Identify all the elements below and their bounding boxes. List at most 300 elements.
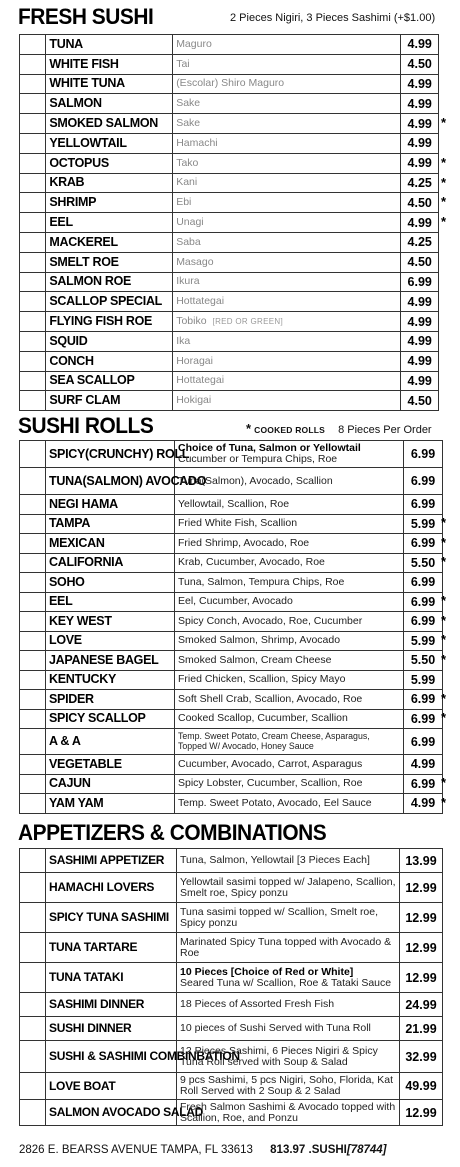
menu-row [20, 514, 443, 534]
item-name: WHITE FISH [46, 54, 173, 74]
menu-row [20, 670, 443, 690]
menu-row [20, 74, 439, 94]
row-marker-cell [20, 849, 46, 873]
row-marker-cell [20, 534, 46, 554]
item-price: 4.99 [401, 133, 439, 153]
row-marker-cell [20, 114, 46, 134]
item-price: 6.99 [404, 534, 443, 554]
item-description-text: Krab, Cucumber, Avocado, Roe [178, 556, 325, 569]
item-price: 4.99 [401, 331, 439, 351]
item-price: 5.99 [404, 631, 443, 651]
item-description-text: Eel, Cucumber, Avocado [178, 595, 293, 608]
fresh-sushi-title: FRESH SUSHI [18, 4, 154, 29]
menu-row [20, 232, 439, 252]
item-description-text: Cucumber or Tempura Chips, Roe [178, 453, 338, 465]
item-name: TAMPA [46, 514, 175, 534]
item-price: 4.50 [401, 54, 439, 74]
item-japanese-name: Kani [176, 176, 198, 189]
item-color-note: [RED OR GREEN] [212, 317, 283, 327]
item-description-text: Cucumber, Avocado, Carrot, Asparagus [178, 757, 363, 770]
item-japanese-name: Horagai [176, 354, 213, 367]
row-marker-cell [20, 993, 46, 1017]
menu-row [20, 153, 439, 173]
footer [19, 1144, 387, 1156]
item-name: SQUID [46, 331, 173, 351]
item-description-text: Fresh Salmon Sashimi & Avocado topped with Scallion, Roe, and Ponzu [180, 1100, 396, 1124]
item-price: 6.99 [404, 774, 443, 794]
item-price: 5.50 [404, 651, 443, 671]
row-marker-cell [20, 54, 46, 74]
row-marker-cell [20, 351, 46, 371]
item-description-text: Spicy Conch, Avocado, Roe, Cucumber [178, 614, 363, 627]
item-description [175, 612, 404, 632]
item-description [173, 74, 401, 94]
item-description-text: Tuna, Salmon, Yellowtail [3 Pieces Each] [180, 854, 370, 866]
item-price: 5.99 [404, 514, 443, 534]
row-marker-cell [20, 690, 46, 710]
row-marker-cell [20, 391, 46, 411]
menu-row [20, 729, 443, 755]
item-price: 4.99 [401, 114, 439, 134]
item-description [177, 1100, 400, 1126]
cooked-star: * [441, 690, 447, 706]
row-marker-cell [20, 612, 46, 632]
menu-row [20, 1073, 443, 1100]
item-name: SURF CLAM [46, 391, 173, 411]
item-description [177, 1017, 400, 1041]
menu-row [20, 690, 443, 710]
item-name: YELLOWTAIL [46, 133, 173, 153]
item-price: 4.99 [401, 371, 439, 391]
footer-address: 2826 E. BEARSS AVENUE TAMPA, FL 33613 [19, 1144, 253, 1156]
row-marker-cell [20, 232, 46, 252]
row-marker-cell [20, 514, 46, 534]
item-japanese-name: Ika [176, 334, 191, 347]
row-marker-cell [20, 292, 46, 312]
menu-row [20, 54, 439, 74]
item-name: MACKEREL [46, 232, 173, 252]
item-japanese-name: Tai [176, 57, 190, 70]
item-description [173, 173, 401, 193]
menu-row [20, 468, 443, 495]
item-description [173, 94, 401, 114]
item-price: 12.99 [400, 963, 443, 993]
row-marker-cell [20, 755, 46, 775]
menu-row [20, 371, 439, 391]
item-name: SUSHI DINNER [46, 1017, 177, 1041]
menu-row [20, 873, 443, 903]
item-price: 12.99 [400, 1100, 443, 1126]
item-description-text: Tuna, Salmon, Tempura Chips, Roe [178, 575, 345, 588]
item-price: 4.99 [401, 312, 439, 332]
item-price: 6.99 [404, 729, 443, 755]
item-description-text: 18 Pieces of Assorted Fresh Fish [180, 998, 335, 1010]
item-description [177, 903, 400, 933]
item-price: 24.99 [400, 993, 443, 1017]
item-name: SMOKED SALMON [46, 114, 173, 134]
row-marker-cell [20, 553, 46, 573]
item-japanese-name: Masago [176, 255, 214, 268]
item-description [173, 312, 401, 332]
item-price: 4.99 [401, 74, 439, 94]
cooked-star: * [441, 115, 447, 131]
item-name: KRAB [46, 173, 173, 193]
item-name: EEL [46, 213, 173, 233]
menu-row [20, 272, 439, 292]
menu-row [20, 774, 443, 794]
menu-row [20, 35, 439, 55]
cooked-star: * [441, 534, 447, 550]
row-marker-cell [20, 1017, 46, 1041]
item-price: 32.99 [400, 1041, 443, 1073]
item-description [175, 534, 404, 554]
item-description [173, 252, 401, 272]
row-marker-cell [20, 873, 46, 903]
item-name: NEGI HAMA [46, 495, 175, 515]
footer-phone-alt: [78744] [346, 1144, 387, 1156]
item-name: SPICY TUNA SASHIMI [46, 903, 177, 933]
row-marker-cell [20, 963, 46, 993]
item-price: 4.25 [401, 173, 439, 193]
item-price: 4.99 [401, 213, 439, 233]
menu-row [20, 903, 443, 933]
item-price: 4.99 [401, 94, 439, 114]
item-description [173, 193, 401, 213]
row-marker-cell [20, 1041, 46, 1073]
item-description-text: Fried Chicken, Scallion, Spicy Mayo [178, 673, 346, 686]
menu-row [20, 612, 443, 632]
menu-row [20, 391, 439, 411]
menu-row [20, 213, 439, 233]
row-marker-cell [20, 592, 46, 612]
item-description-text: Smoked Salmon, Shrimp, Avocado [178, 634, 341, 647]
item-name: SCALLOP SPECIAL [46, 292, 173, 312]
appetizers-title: APPETIZERS & COMBINATIONS [18, 820, 327, 845]
item-description [173, 114, 401, 134]
row-marker-cell [20, 794, 46, 814]
cooked-star: * [441, 710, 447, 726]
row-marker-cell [20, 35, 46, 55]
item-name: SMELT ROE [46, 252, 173, 272]
item-name: HAMACHI LOVERS [46, 873, 177, 903]
item-description-text: Temp. Sweet Potato, Avocado, Eel Sauce [178, 796, 372, 809]
item-description-text: Seared Tuna w/ Scallion, Roe & Tataki Sauce [180, 976, 392, 989]
row-marker-cell [20, 573, 46, 593]
item-price: 6.99 [404, 441, 443, 468]
item-price: 12.99 [400, 873, 443, 903]
sushi-rolls-table [19, 440, 443, 814]
item-name: SPIDER [46, 690, 175, 710]
item-name: SPICY(CRUNCHY) ROLL [46, 441, 175, 468]
item-description-text: 12 Pieces Sashimi, 6 Pieces Nigiri & Spicy Tuna Roll served with Soup & Salad [180, 1044, 378, 1068]
item-name: SASHIMI DINNER [46, 993, 177, 1017]
item-description [173, 153, 401, 173]
item-description [173, 272, 401, 292]
menu-row [20, 94, 439, 114]
item-description [175, 709, 404, 729]
item-price: 13.99 [400, 849, 443, 873]
item-description [175, 755, 404, 775]
item-description [175, 514, 404, 534]
item-japanese-name: Hottategai [176, 374, 225, 387]
item-description-highlight: 10 Pieces [Choice of Red or White] [180, 965, 354, 978]
cooked-star: * [441, 515, 447, 531]
menu-row [20, 1041, 443, 1073]
item-price: 6.99 [404, 612, 443, 632]
item-price: 4.50 [401, 193, 439, 213]
menu-row [20, 114, 439, 134]
menu-row [20, 252, 439, 272]
menu-row [20, 651, 443, 671]
row-marker-cell [20, 272, 46, 292]
row-marker-cell [20, 94, 46, 114]
item-price: 6.99 [404, 592, 443, 612]
menu-row [20, 133, 439, 153]
item-description-text: Smoked Salmon, Cream Cheese [178, 653, 332, 666]
item-price: 4.99 [401, 351, 439, 371]
cooked-rolls-label: COOKED ROLLS [254, 425, 325, 435]
menu-row [20, 933, 443, 963]
cooked-star: * [441, 612, 447, 628]
item-japanese-name: Ikura [176, 275, 200, 288]
item-price: 4.50 [401, 252, 439, 272]
fresh-sushi-note: 2 Pieces Nigiri, 3 Pieces Sashimi (+$1.00) [230, 12, 436, 24]
item-description [175, 670, 404, 690]
item-description [177, 993, 400, 1017]
row-marker-cell [20, 252, 46, 272]
item-name: SOHO [46, 573, 175, 593]
menu-row [20, 534, 443, 554]
menu-row [20, 1017, 443, 1041]
row-marker-cell [20, 173, 46, 193]
menu-row [20, 993, 443, 1017]
item-description-text: Cooked Scallop, Cucumber, Scallion [178, 712, 348, 725]
row-marker-cell [20, 774, 46, 794]
item-japanese-name: Saba [176, 235, 201, 248]
item-description [175, 631, 404, 651]
item-name: SALMON AVOCADO SALAD [46, 1100, 177, 1126]
item-price: 5.50 [404, 553, 443, 573]
menu-row [20, 173, 439, 193]
item-description [173, 35, 401, 55]
item-description [173, 371, 401, 391]
item-japanese-name: Unagi [176, 216, 204, 229]
cooked-star: * [441, 651, 447, 667]
row-marker-cell [20, 651, 46, 671]
item-name: SUSHI & SASHIMI COMBINBATION [46, 1041, 177, 1073]
fresh-sushi-table [19, 34, 439, 411]
item-name: CAJUN [46, 774, 175, 794]
row-marker-cell [20, 495, 46, 515]
item-description-text: Yellowtail sasimi topped w/ Jalapeno, Scallion, Smelt roe, Spicy ponzu [180, 875, 396, 899]
item-name: TUNA TARTARE [46, 933, 177, 963]
item-description [173, 292, 401, 312]
item-price: 12.99 [400, 933, 443, 963]
row-marker-cell [20, 213, 46, 233]
row-marker-cell [20, 729, 46, 755]
menu-row [20, 573, 443, 593]
row-marker-cell [20, 441, 46, 468]
item-price: 49.99 [400, 1073, 443, 1100]
item-description-text: 10 pieces of Sushi Served with Tuna Roll [180, 1022, 371, 1034]
item-price: 4.99 [404, 755, 443, 775]
menu-row [20, 553, 443, 573]
item-name: LOVE [46, 631, 175, 651]
cooked-star-mark: * [246, 421, 252, 436]
item-name: TUNA(SALMON) AVOCADO [46, 468, 175, 495]
cooked-star: * [441, 794, 447, 810]
item-japanese-name: Hokigai [176, 394, 212, 407]
menu-row [20, 592, 443, 612]
item-name: SEA SCALLOP [46, 371, 173, 391]
item-description-highlight: Choice of Tuna, Salmon or Yellowtail [178, 442, 361, 454]
item-name: SALMON ROE [46, 272, 173, 292]
item-price: 6.99 [404, 495, 443, 515]
item-name: TUNA TATAKI [46, 963, 177, 993]
item-description-text: Yellowtail, Scallion, Roe [178, 497, 290, 510]
fresh-sushi-header [18, 4, 160, 30]
menu-row [20, 963, 443, 993]
item-price: 4.25 [401, 232, 439, 252]
item-name: SHRIMP [46, 193, 173, 213]
item-price: 4.50 [401, 391, 439, 411]
item-name: VEGETABLE [46, 755, 175, 775]
row-marker-cell [20, 903, 46, 933]
item-name: LOVE BOAT [46, 1073, 177, 1100]
item-description [175, 495, 404, 515]
item-name: FLYING FISH ROE [46, 312, 173, 332]
item-price: 6.99 [404, 468, 443, 495]
menu-row [20, 709, 443, 729]
row-marker-cell [20, 74, 46, 94]
item-price: 5.99 [404, 670, 443, 690]
item-description-text: Tuna sasimi topped w/ Scallion, Smelt roe, Spicy ponzu [180, 905, 379, 929]
item-description-text: Fried White Fish, Scallion [178, 517, 298, 530]
item-price: 6.99 [404, 573, 443, 593]
menu-row [20, 495, 443, 515]
item-description [175, 592, 404, 612]
item-description-text: Fried Shrimp, Avocado, Roe [178, 536, 310, 549]
cooked-star: * [441, 174, 447, 190]
item-name: KEY WEST [46, 612, 175, 632]
item-japanese-name: Tako [176, 156, 199, 169]
cooked-star: * [441, 154, 447, 170]
item-name: KENTUCKY [46, 670, 175, 690]
item-description [177, 1073, 400, 1100]
item-name: A & A [46, 729, 175, 755]
menu-row [20, 351, 439, 371]
item-description-text: Marinated Spicy Tuna topped with Avocado & Roe [180, 935, 392, 959]
item-price: 6.99 [404, 690, 443, 710]
item-name: OCTOPUS [46, 153, 173, 173]
cooked-star: * [441, 632, 447, 648]
item-price: 21.99 [400, 1017, 443, 1041]
item-japanese-name: (Escolar) Shiro Maguro [176, 77, 285, 90]
menu-row [20, 441, 443, 468]
row-marker-cell [20, 1073, 46, 1100]
item-price: 4.99 [401, 35, 439, 55]
item-description [173, 331, 401, 351]
item-description-text: Soft Shell Crab, Scallion, Avocado, Roe [178, 692, 363, 705]
item-description-text: Temp. Sweet Potato, Cream Cheese, Asparagus, Topped W/ Avocado, Honey Sauce [178, 731, 370, 751]
item-description-text: Spicy Lobster, Cucumber, Scallion, Roe [178, 777, 363, 790]
row-marker-cell [20, 312, 46, 332]
item-description [175, 690, 404, 710]
item-japanese-name: Hamachi [176, 136, 218, 149]
row-marker-cell [20, 331, 46, 351]
row-marker-cell [20, 709, 46, 729]
menu-row [20, 631, 443, 651]
item-japanese-name: Maguro [176, 37, 212, 50]
item-name: EEL [46, 592, 175, 612]
cooked-rolls-legend [246, 421, 432, 436]
item-description [177, 933, 400, 963]
menu-row [20, 1100, 443, 1126]
item-description [177, 963, 400, 993]
item-description [177, 873, 400, 903]
pieces-per-order: 8 Pieces Per Order [338, 424, 432, 436]
cooked-star: * [441, 593, 447, 609]
item-name: YAM YAM [46, 794, 175, 814]
row-marker-cell [20, 1100, 46, 1126]
item-name: JAPANESE BAGEL [46, 651, 175, 671]
item-description-text: Tuna(Salmon), Avocado, Scallion [178, 474, 333, 487]
item-price: 4.99 [404, 794, 443, 814]
menu-row [20, 755, 443, 775]
item-description [175, 553, 404, 573]
menu-row [20, 193, 439, 213]
item-name: TUNA [46, 35, 173, 55]
menu-row [20, 794, 443, 814]
item-description [173, 133, 401, 153]
item-japanese-name: Tobiko [176, 315, 207, 328]
footer-phone: 813.97 .SUSHI [270, 1144, 347, 1156]
item-description [173, 351, 401, 371]
item-japanese-name: Hottategai [176, 295, 225, 308]
row-marker-cell [20, 193, 46, 213]
row-marker-cell [20, 133, 46, 153]
item-name: WHITE TUNA [46, 74, 173, 94]
item-description [173, 213, 401, 233]
item-name: SASHIMI APPETIZER [46, 849, 177, 873]
item-description [175, 468, 404, 495]
item-description [175, 573, 404, 593]
row-marker-cell [20, 670, 46, 690]
item-price: 6.99 [401, 272, 439, 292]
menu-row [20, 849, 443, 873]
cooked-star: * [441, 554, 447, 570]
sushi-rolls-title: SUSHI ROLLS [18, 413, 154, 438]
item-japanese-name: Sake [176, 97, 201, 110]
cooked-star: * [441, 214, 447, 230]
item-description [175, 729, 404, 755]
item-name: CONCH [46, 351, 173, 371]
item-price: 4.99 [401, 153, 439, 173]
item-description [175, 441, 404, 468]
item-name: SPICY SCALLOP [46, 709, 175, 729]
cooked-star: * [441, 775, 447, 791]
menu-row [20, 292, 439, 312]
row-marker-cell [20, 371, 46, 391]
item-description [173, 232, 401, 252]
sushi-rolls-header [18, 413, 160, 439]
appetizers-table [19, 848, 443, 1126]
item-name: SALMON [46, 94, 173, 114]
row-marker-cell [20, 631, 46, 651]
item-description [177, 849, 400, 873]
item-price: 4.99 [401, 292, 439, 312]
item-price: 12.99 [400, 903, 443, 933]
